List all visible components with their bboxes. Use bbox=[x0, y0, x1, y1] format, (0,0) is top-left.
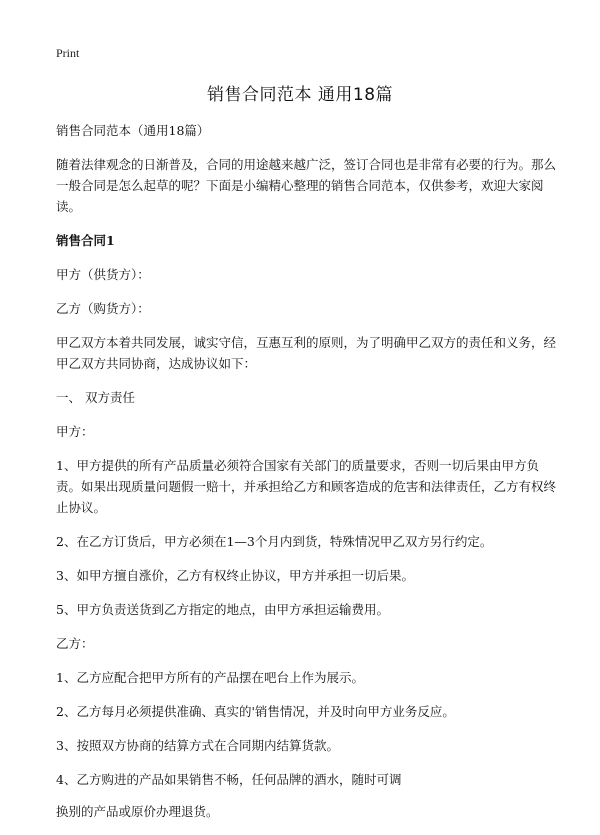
list-item: 1、乙方应配合把甲方所有的产品摆在吧台上作为展示。 bbox=[56, 670, 364, 685]
list-item: 5、甲方负责送货到乙方指定的地点，由甲方承担运输费用。 bbox=[56, 602, 389, 617]
list-item: 2、在乙方订货后，甲方必须在1—3个月内到货，特殊情况甲乙双方另行约定。 bbox=[56, 534, 493, 549]
document-body bbox=[56, 120, 556, 835]
intro-paragraph: 随着法律观念的日渐普及，合同的用途越来越广泛，签订合同也是非常有必要的行为。那么一般合同是怎么起草的呢？下面是小编精心整理的销售合同范本，仅供参考，欢迎大家阅读。 bbox=[56, 157, 557, 214]
list-item: 3、如甲方擅自涨价，乙方有权终止协议，甲方并承担一切后果。 bbox=[56, 568, 414, 583]
section-heading: 销售合同1 bbox=[56, 233, 115, 248]
list-item: 3、按照双方协商的结算方式在合同期内结算货款。 bbox=[56, 738, 339, 753]
preamble-paragraph: 甲乙双方本着共同发展，诚实守信，互惠互利的原则，为了明确甲乙双方的责任和义务，经甲乙双方共同协商，达成协议如下： bbox=[56, 335, 557, 371]
list-item: 1、甲方提供的所有产品质量必须符合国家有关部门的质量要求，否则一切后果由甲方负责。如果出现质量问题假一赔十，并承担给乙方和顾客造成的危害和法律责任，乙方有权终止协议。 bbox=[56, 458, 557, 515]
list-item: 4、乙方购进的产品如果销售不畅，任何品牌的酒水，随时可调 bbox=[56, 772, 402, 787]
page-title: 销售合同范本 通用18篇 bbox=[206, 85, 394, 105]
party-a-line: 甲方（供货方）： bbox=[56, 267, 150, 282]
party-b-line: 乙方（购货方）： bbox=[56, 301, 150, 316]
list-item: 2、乙方每月必须提供准确、真实的'销售情况，并及时向甲方业务反应。 bbox=[56, 704, 455, 719]
clause-heading: 一、 双方责任 bbox=[56, 390, 135, 405]
trailing-line: 换别的产品或原价办理退货。 bbox=[56, 804, 219, 819]
document-subtitle: 销售合同范本（通用18篇） bbox=[56, 123, 210, 138]
party-a-label: 甲方： bbox=[56, 424, 94, 439]
print-label: Print bbox=[56, 46, 80, 60]
party-b-label: 乙方： bbox=[56, 636, 94, 651]
